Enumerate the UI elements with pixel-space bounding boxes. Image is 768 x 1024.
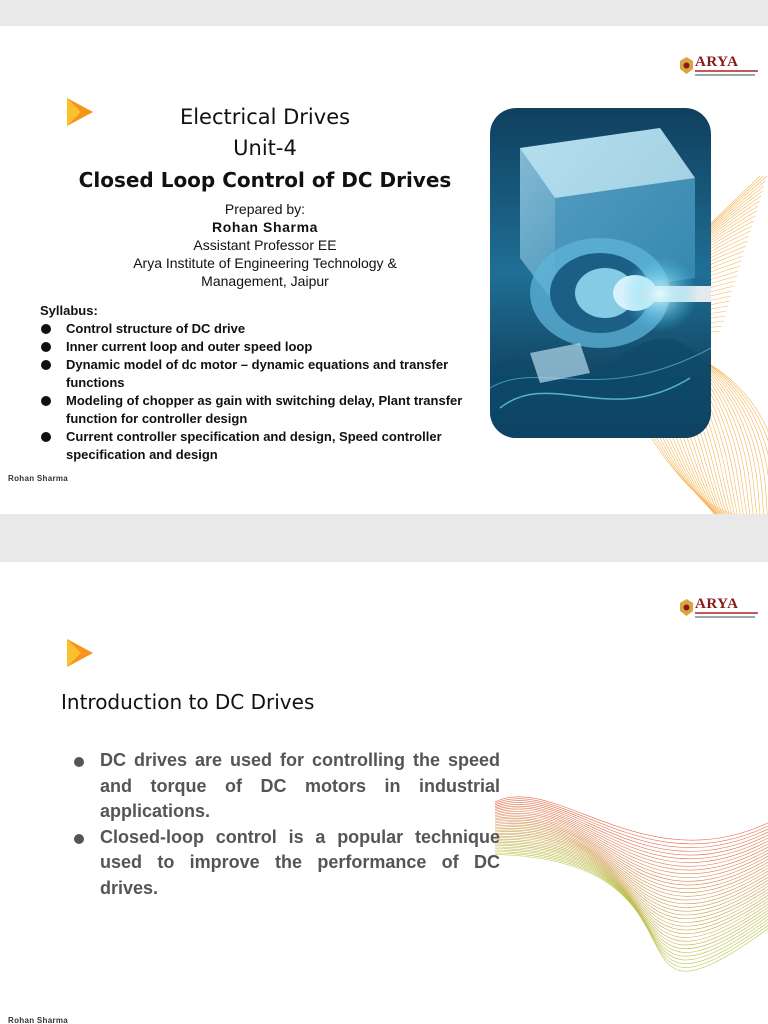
prepared-by-label: Prepared by: bbox=[224, 201, 306, 217]
motor-image bbox=[490, 108, 711, 438]
bullet-icon bbox=[41, 360, 51, 370]
title-block bbox=[40, 102, 490, 290]
institute-line-1: Arya Institute of Engineering Technology & bbox=[133, 255, 397, 271]
title-slide bbox=[0, 26, 768, 514]
bullet-icon bbox=[74, 757, 84, 767]
syllabus-list bbox=[40, 320, 490, 464]
author-name: Rohan Sharma bbox=[212, 219, 318, 235]
logo-text: ARYA bbox=[695, 54, 739, 70]
list-item: Current controller specification and design, Speed controller specification and design bbox=[40, 428, 490, 464]
designation: Assistant Professor EE bbox=[193, 237, 337, 253]
wave-decoration bbox=[495, 782, 768, 1024]
footer-author: Rohan Sharma bbox=[8, 1016, 69, 1024]
list-item: DC drives are used for controlling the speed and torque of DC motors in industrial applications. bbox=[70, 748, 500, 825]
syllabus bbox=[40, 302, 490, 464]
intro-slide bbox=[0, 562, 768, 1024]
topic-title: Closed Loop Control of DC Drives bbox=[78, 168, 452, 192]
list-item: Dynamic model of dc motor – dynamic equations and transfer functions bbox=[40, 356, 490, 392]
unit-title: Unit-4 bbox=[233, 136, 297, 160]
footer-author: Rohan Sharma bbox=[8, 474, 69, 483]
arya-logo bbox=[680, 598, 760, 620]
logo-text: ARYA bbox=[695, 596, 739, 612]
bullet-icon bbox=[41, 396, 51, 406]
bullet-icon bbox=[41, 432, 51, 442]
list-item: Modeling of chopper as gain with switching delay, Plant transfer function for controller design bbox=[40, 392, 490, 428]
arya-emblem-icon bbox=[680, 599, 693, 616]
dc-motor-illustration bbox=[490, 108, 711, 438]
bullet-icon bbox=[41, 342, 51, 352]
arya-emblem-icon bbox=[680, 57, 693, 74]
syllabus-heading: Syllabus: bbox=[40, 303, 98, 318]
bullet-icon bbox=[41, 324, 51, 334]
bullet-icon bbox=[74, 834, 84, 844]
intro-bullets bbox=[70, 748, 500, 901]
institute-line-2: Management, Jaipur bbox=[201, 273, 329, 289]
slide-title: Introduction to DC Drives bbox=[61, 690, 315, 714]
play-arrow-icon bbox=[61, 637, 95, 671]
course-title: Electrical Drives bbox=[179, 105, 351, 129]
list-item: Inner current loop and outer speed loop bbox=[40, 338, 490, 356]
list-item: Closed-loop control is a popular technique used to improve the performance of DC drives. bbox=[70, 825, 500, 902]
list-item: Control structure of DC drive bbox=[40, 320, 490, 338]
arya-logo bbox=[680, 56, 760, 78]
